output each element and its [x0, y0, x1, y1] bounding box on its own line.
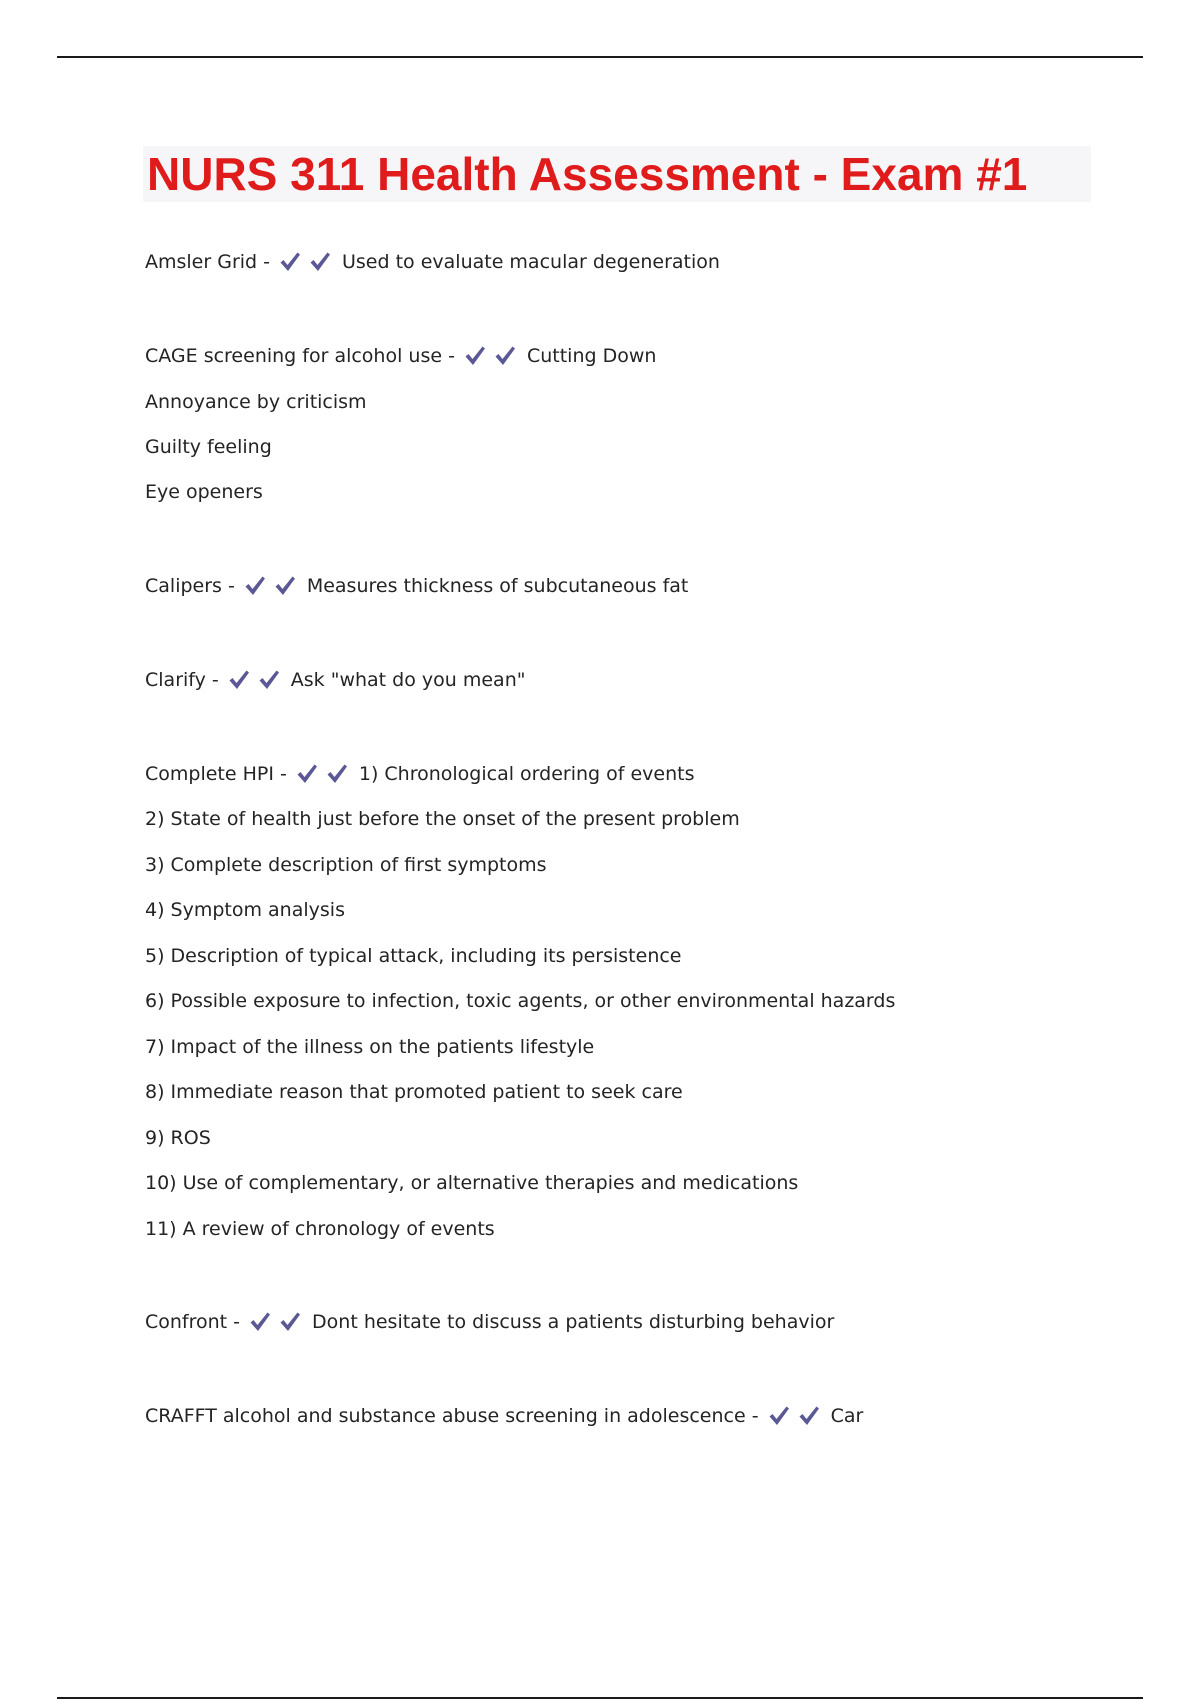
top-rule — [57, 56, 1143, 58]
term: Confront - — [145, 1311, 241, 1333]
answer-continued: 2) State of health just before the onset of the present problem — [145, 808, 740, 830]
term: Amsler Grid - — [145, 251, 270, 273]
page-title: NURS 311 Health Assessment - Exam #1 — [147, 148, 1028, 200]
checkmark-icon — [767, 1404, 791, 1428]
checkmark-icon — [257, 668, 281, 692]
flashcard-entry — [145, 1307, 834, 1337]
checkmark-icon — [463, 344, 487, 368]
answer-continued: 7) Impact of the illness on the patients lifestyle — [145, 1036, 595, 1058]
answer: Cutting Down — [526, 345, 657, 367]
flashcard-entry — [145, 571, 688, 601]
flashcard-entry — [145, 341, 656, 371]
answer-continued: 9) ROS — [145, 1127, 211, 1149]
bottom-rule — [57, 1697, 1143, 1699]
answer-continued: Annoyance by criticism — [145, 391, 367, 413]
checkmark-icon — [797, 1404, 821, 1428]
answer: Dont hesitate to discuss a patients disturbing behavior — [312, 1311, 835, 1333]
term: Clarify - — [145, 669, 219, 691]
flashcard-entry — [145, 247, 720, 277]
checkmark-icon — [308, 250, 332, 274]
flashcard-entry — [145, 759, 695, 789]
answer: Measures thickness of subcutaneous fat — [306, 575, 689, 597]
answer-continued: 4) Symptom analysis — [145, 899, 345, 921]
check-marks — [295, 762, 355, 786]
term: CRAFFT alcohol and substance abuse screening in adolescence - — [145, 1405, 759, 1427]
answer-continued: 8) Immediate reason that promoted patient to seek care — [145, 1081, 683, 1103]
answer-continued: 6) Possible exposure to infection, toxic agents, or other environmental hazards — [145, 990, 896, 1012]
flashcard-entry — [145, 1401, 863, 1431]
answer-continued: 5) Description of typical attack, including its persistence — [145, 945, 682, 967]
checkmark-icon — [278, 250, 302, 274]
checkmark-icon — [273, 574, 297, 598]
check-marks — [278, 250, 338, 274]
check-marks — [767, 1404, 827, 1428]
checkmark-icon — [325, 762, 349, 786]
check-marks — [227, 668, 287, 692]
answer: 1) Chronological ordering of events — [358, 763, 695, 785]
check-marks — [243, 574, 303, 598]
answer: Used to evaluate macular degeneration — [342, 251, 720, 273]
checkmark-icon — [278, 1310, 302, 1334]
term: CAGE screening for alcohol use - — [145, 345, 455, 367]
answer-continued: 10) Use of complementary, or alternative therapies and medications — [145, 1172, 799, 1194]
checkmark-icon — [227, 668, 251, 692]
answer: Ask "what do you mean" — [290, 669, 526, 691]
check-marks — [248, 1310, 308, 1334]
checkmark-icon — [243, 574, 267, 598]
answer-continued: Eye openers — [145, 481, 263, 503]
answer: Car — [830, 1405, 864, 1427]
checkmark-icon — [248, 1310, 272, 1334]
checkmark-icon — [295, 762, 319, 786]
term: Calipers - — [145, 575, 235, 597]
check-marks — [463, 344, 523, 368]
term: Complete HPI - — [145, 763, 287, 785]
answer-continued: 3) Complete description of first symptoms — [145, 854, 547, 876]
flashcard-entry — [145, 665, 525, 695]
answer-continued: Guilty feeling — [145, 436, 272, 458]
checkmark-icon — [493, 344, 517, 368]
answer-continued: 11) A review of chronology of events — [145, 1218, 495, 1240]
